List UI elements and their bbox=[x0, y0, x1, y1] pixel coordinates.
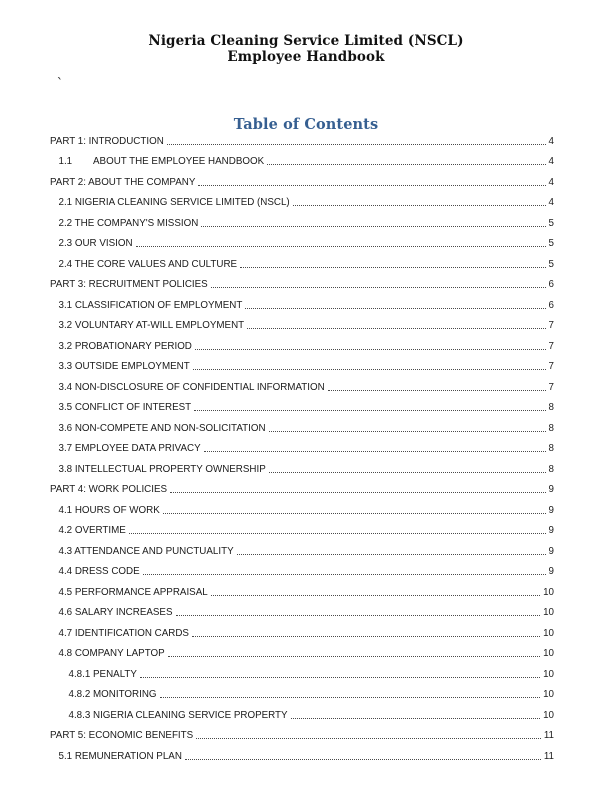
dotted-leader bbox=[211, 595, 540, 596]
dotted-leader bbox=[140, 677, 540, 678]
toc-entry-page-number: 11 bbox=[543, 730, 554, 741]
toc-entry[interactable] bbox=[50, 372, 554, 393]
toc-entry-label: 3.4 NON-DISCLOSURE OF CONFIDENTIAL INFORMATION bbox=[58, 381, 325, 393]
document-title bbox=[0, 33, 612, 65]
dotted-leader bbox=[269, 431, 546, 432]
toc-entry[interactable] bbox=[50, 516, 554, 537]
toc-entry-label: 2.1 NIGERIA CLEANING SERVICE LIMITED (NSCL) bbox=[58, 197, 290, 208]
dotted-leader bbox=[247, 328, 545, 329]
table-of-contents bbox=[50, 126, 554, 762]
toc-entry-page-number: 9 bbox=[548, 504, 554, 516]
toc-entry[interactable] bbox=[50, 577, 554, 598]
dotted-leader bbox=[185, 759, 541, 760]
toc-entry[interactable] bbox=[50, 311, 554, 332]
toc-entry-label: 4.6 SALARY INCREASES bbox=[58, 607, 173, 618]
toc-entry[interactable] bbox=[50, 475, 554, 496]
toc-entry-label: PART 5: ECONOMIC BENEFITS bbox=[50, 730, 194, 741]
dotted-leader bbox=[163, 513, 546, 514]
toc-entry-page-number: 4 bbox=[548, 135, 554, 147]
toc-entry-page-number: 9 bbox=[548, 566, 554, 577]
toc-entry[interactable] bbox=[50, 352, 554, 373]
toc-entry-label: 3.8 INTELLECTUAL PROPERTY OWNERSHIP bbox=[58, 463, 266, 475]
toc-entry-page-number: 11 bbox=[543, 750, 554, 762]
dotted-leader bbox=[192, 636, 540, 637]
dotted-leader bbox=[195, 349, 546, 350]
toc-entry-page-number: 10 bbox=[543, 689, 554, 700]
toc-entry-label: 4.7 IDENTIFICATION CARDS bbox=[58, 627, 189, 639]
toc-entry-page-number: 10 bbox=[543, 586, 554, 598]
dotted-leader bbox=[291, 718, 541, 719]
toc-entry[interactable] bbox=[50, 413, 554, 434]
dotted-leader bbox=[167, 144, 546, 145]
dotted-leader bbox=[129, 533, 546, 534]
toc-entry-label: 3.2 PROBATIONARY PERIOD bbox=[58, 340, 192, 352]
toc-entry-label: 4.3 ATTENDANCE AND PUNCTUALITY bbox=[58, 545, 234, 557]
toc-entry-page-number: 9 bbox=[548, 545, 554, 557]
dotted-leader bbox=[168, 656, 540, 657]
toc-entry[interactable] bbox=[50, 639, 554, 660]
toc-entry-label: PART 4: WORK POLICIES bbox=[50, 484, 168, 495]
dotted-leader bbox=[237, 554, 546, 555]
dotted-leader bbox=[201, 226, 545, 227]
toc-entry-number: 1.1 bbox=[58, 156, 73, 167]
toc-entry-label: 3.3 OUTSIDE EMPLOYMENT bbox=[58, 361, 190, 372]
toc-entry-label: 4.8.3 NIGERIA CLEANING SERVICE PROPERTY bbox=[68, 709, 288, 721]
dotted-leader bbox=[193, 369, 546, 370]
toc-entry-page-number: 10 bbox=[543, 648, 554, 659]
toc-entry[interactable] bbox=[50, 147, 554, 168]
toc-entry-page-number: 5 bbox=[548, 238, 554, 249]
toc-entry-page-number: 10 bbox=[543, 607, 554, 618]
toc-entry-page-number: 10 bbox=[543, 709, 554, 721]
dotted-leader bbox=[328, 390, 546, 391]
toc-entry[interactable] bbox=[50, 618, 554, 639]
toc-entry[interactable] bbox=[50, 536, 554, 557]
toc-entry-label: 4.8.1 PENALTY bbox=[68, 668, 137, 680]
dotted-leader bbox=[160, 697, 541, 698]
toc-entry-page-number: 5 bbox=[548, 217, 554, 229]
toc-entry[interactable] bbox=[50, 229, 554, 250]
toc-entry-label: 4.1 HOURS OF WORK bbox=[58, 504, 160, 516]
toc-entry[interactable] bbox=[50, 167, 554, 188]
toc-entry-page-number: 4 bbox=[548, 197, 554, 208]
toc-entry-page-number: 6 bbox=[548, 279, 554, 290]
toc-entry-page-number: 8 bbox=[548, 463, 554, 475]
toc-entry-label: 2.3 OUR VISION bbox=[58, 238, 133, 249]
dotted-leader bbox=[196, 738, 541, 739]
toc-entry-label: PART 2: ABOUT THE COMPANY bbox=[50, 176, 196, 188]
toc-entry-label: 4.8 COMPANY LAPTOP bbox=[58, 648, 165, 659]
dotted-leader bbox=[204, 451, 546, 452]
toc-entry-label: 2.4 THE CORE VALUES AND CULTURE bbox=[58, 258, 238, 270]
toc-entry[interactable] bbox=[50, 188, 554, 209]
dotted-leader bbox=[240, 267, 545, 268]
toc-entry-label: 2.2 THE COMPANY'S MISSION bbox=[58, 217, 199, 229]
toc-entry-page-number: 8 bbox=[548, 422, 554, 434]
toc-entry[interactable] bbox=[50, 659, 554, 680]
toc-entry[interactable] bbox=[50, 598, 554, 619]
toc-entry-page-number: 4 bbox=[548, 156, 554, 167]
toc-entry[interactable] bbox=[50, 331, 554, 352]
dotted-leader bbox=[211, 287, 546, 288]
toc-entry[interactable] bbox=[50, 557, 554, 578]
toc-entry-label: PART 1: INTRODUCTION bbox=[50, 135, 164, 147]
dotted-leader bbox=[269, 472, 546, 473]
toc-entry-page-number: 7 bbox=[548, 381, 554, 393]
dotted-leader bbox=[136, 246, 546, 247]
toc-entry-label: 3.5 CONFLICT OF INTEREST bbox=[58, 402, 192, 413]
toc-entry[interactable] bbox=[50, 126, 554, 147]
toc-entry-label: PART 3: RECRUITMENT POLICIES bbox=[50, 279, 208, 290]
toc-entry[interactable] bbox=[50, 249, 554, 270]
dotted-leader bbox=[293, 205, 546, 206]
toc-entry-page-number: 4 bbox=[548, 176, 554, 188]
toc-entry-label: 4.5 PERFORMANCE APPRAISAL bbox=[58, 586, 208, 598]
toc-entry-page-number: 8 bbox=[548, 402, 554, 413]
toc-entry-page-number: 7 bbox=[548, 320, 554, 331]
toc-entry[interactable] bbox=[50, 741, 554, 762]
dotted-leader bbox=[170, 492, 545, 493]
stray-character: ` bbox=[56, 77, 64, 92]
toc-entry[interactable] bbox=[50, 454, 554, 475]
toc-entry-page-number: 7 bbox=[548, 361, 554, 372]
toc-entry-page-number: 9 bbox=[548, 525, 554, 536]
toc-entry[interactable] bbox=[50, 270, 554, 291]
toc-entry-label: 4.8.2 MONITORING bbox=[68, 689, 157, 700]
toc-entry-label: 3.1 CLASSIFICATION OF EMPLOYMENT bbox=[58, 299, 243, 311]
toc-entry[interactable] bbox=[50, 290, 554, 311]
toc-entry[interactable] bbox=[50, 208, 554, 229]
toc-entry-label: ABOUT THE EMPLOYEE HANDBOOK bbox=[93, 156, 265, 167]
toc-entry-page-number: 10 bbox=[543, 627, 554, 639]
toc-entry-page-number: 8 bbox=[548, 443, 554, 454]
toc-entry[interactable] bbox=[50, 680, 554, 701]
toc-entry-label: 4.2 OVERTIME bbox=[58, 525, 126, 536]
dotted-leader bbox=[194, 410, 545, 411]
toc-heading: Table of Contents bbox=[233, 116, 379, 133]
toc-entry-label: 4.4 DRESS CODE bbox=[58, 566, 140, 577]
toc-entry-page-number: 6 bbox=[548, 299, 554, 311]
toc-entry[interactable] bbox=[50, 721, 554, 742]
toc-entry-page-number: 7 bbox=[548, 340, 554, 352]
document-title-line2: Employee Handbook bbox=[227, 49, 385, 65]
toc-entry-label: 3.6 NON-COMPETE AND NON-SOLICITATION bbox=[58, 422, 266, 434]
document-title-line1: Nigeria Cleaning Service Limited (NSCL) bbox=[148, 33, 464, 49]
toc-entry-label: 3.2 VOLUNTARY AT-WILL EMPLOYMENT bbox=[58, 320, 245, 331]
toc-entry-label: 5.1 REMUNERATION PLAN bbox=[58, 750, 182, 762]
toc-entry[interactable] bbox=[50, 700, 554, 721]
dotted-leader bbox=[245, 308, 545, 309]
toc-entry[interactable] bbox=[50, 393, 554, 414]
toc-entry-page-number: 10 bbox=[543, 668, 554, 680]
toc-entry[interactable] bbox=[50, 434, 554, 455]
toc-entry-page-number: 5 bbox=[548, 258, 554, 270]
toc-entry[interactable] bbox=[50, 495, 554, 516]
toc-entry-label: 3.7 EMPLOYEE DATA PRIVACY bbox=[58, 443, 201, 454]
toc-entry-page-number: 9 bbox=[548, 484, 554, 495]
dotted-leader bbox=[267, 164, 545, 165]
dotted-leader bbox=[198, 185, 545, 186]
dotted-leader bbox=[143, 574, 546, 575]
dotted-leader bbox=[176, 615, 541, 616]
